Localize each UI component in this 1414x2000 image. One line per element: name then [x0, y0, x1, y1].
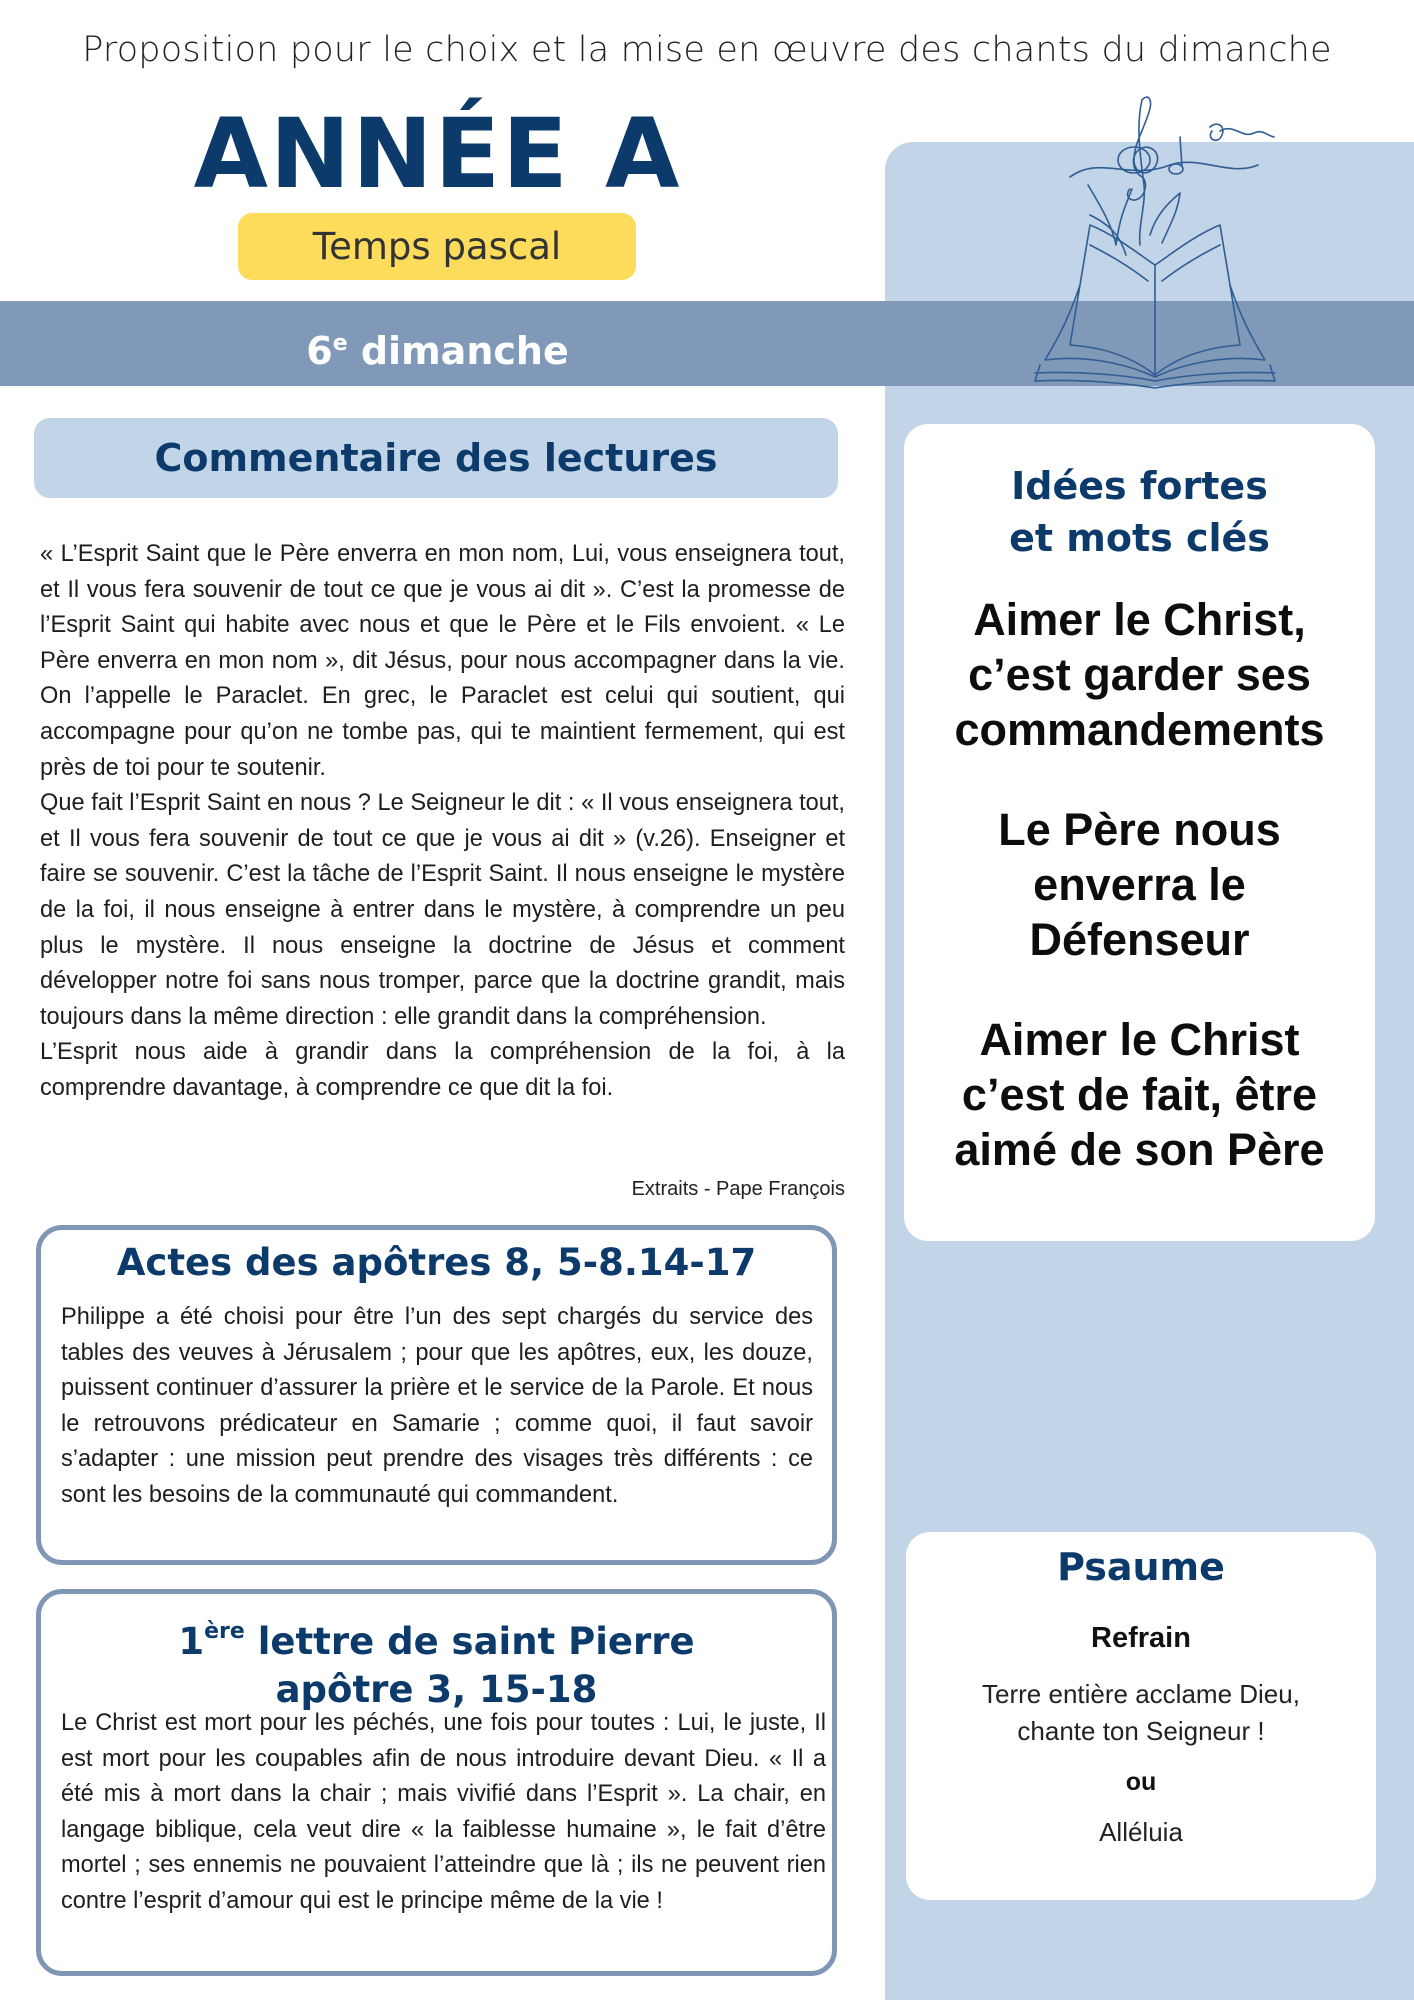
key-ideas-title-line1: Idées fortes [1011, 464, 1268, 508]
refrain-text [906, 1676, 1376, 1750]
season-badge: Temps pascal [238, 213, 636, 280]
commentary-body [40, 537, 845, 1107]
commentary-paragraph: L’Esprit nous aide à grandir dans la compréhension de la foi, à la comprendre davantage, à comprendre ce que dit la foi. [40, 1039, 845, 1101]
reading-2-title-number: 1 [178, 1620, 205, 1663]
reading-2-box [36, 1589, 837, 1976]
commentary-paragraph: « L’Esprit Saint que le Père enverra en mon nom, Lui, vous enseignera tout, et Il vous fera souvenir de tout ce que je vous ai dit ». C’est la promesse de l’Esprit Saint qui habite avec nous et que le Père et le Fils envoient. « Le Père enverra en mon nom », dit Jésus, pour nous accompagner dans la vie. On l’appelle le Paraclet. En grec, le Paraclet est celui qui soutient, qui accompagne pour qu’on ne tombe pas, qui te maintient fermement, qui est près de toi pour te soutenir. [40, 541, 845, 781]
reading-1-title: Actes des apôtres 8, 5-8.14-17 [116, 1241, 757, 1284]
key-idea [904, 1012, 1375, 1177]
commentary-paragraph: Que fait l’Esprit Saint en nous ? Le Seigneur le dit : « Il vous enseignera tout, et Il vous fera souvenir de tout ce que je vous ai dit » (v.26). Enseigner et faire se souvenir. C’est la tâche de l’Esprit Saint. Il nous enseigne le mystère de la foi, il nous enseigne à entrer dans le mystère, à comprendre un peu plus le mystère. Il nous enseigne la doctrine de Jésus et comment développer notre foi sans nous tromper, parce que la doctrine grandit, mais toujours dans la même direction : elle grandit dans la compréhension. [40, 790, 845, 1030]
key-idea-line: aimé de son Père [954, 1124, 1325, 1175]
key-ideas-card [904, 424, 1375, 1241]
refrain-label: Refrain [1091, 1622, 1191, 1654]
reading-2-title-suffix: ère [204, 1619, 245, 1644]
refrain-line: Terre entière acclame Dieu, [982, 1679, 1300, 1709]
reading-2-title [41, 1608, 832, 1714]
key-idea [904, 592, 1375, 757]
document-subtitle: Proposition pour le choix et la mise en œuvre des chants du dimanche [82, 30, 1332, 70]
key-ideas-title-line2: et mots clés [1009, 516, 1270, 560]
reading-1-text: Philippe a été choisi pour être l’un des sept chargés du service des tables des veuves à Jérusalem ; pour que les apôtres, eux, les douze, puissent continuer d’assurer la prière et le service de la Parole. Et nous le retrouvons prédicateur en Samarie ; comme quoi, il faut savoir s’adapter : une mission peut prendre des visages très différents : ce sont les besoins de la communauté qui commandent. [61, 1304, 813, 1508]
sunday-number: 6 [306, 329, 333, 373]
reading-2-title-line2: apôtre 3, 15-18 [275, 1668, 598, 1711]
sunday-title [0, 301, 875, 386]
key-idea [904, 802, 1375, 967]
music-book-icon [1030, 85, 1280, 390]
key-idea-line: commandements [954, 704, 1325, 755]
commentary-source: Extraits - Pape François [631, 1178, 845, 1200]
key-idea-line: enverra le [1033, 859, 1246, 910]
reading-1-box [36, 1225, 837, 1565]
sunday-label: dimanche [360, 329, 569, 373]
reading-2-title-rest: lettre de saint Pierre [244, 1620, 695, 1663]
year-title: ANNÉE A [193, 98, 682, 210]
psalm-alternative: Alléluia [1099, 1817, 1183, 1847]
key-idea-line: Aimer le Christ [979, 1014, 1300, 1065]
key-idea-line: Aimer le Christ, [973, 594, 1306, 645]
key-ideas-title [904, 460, 1375, 564]
key-idea-line: c’est garder ses [968, 649, 1311, 700]
key-idea-line: Le Père nous [998, 804, 1281, 855]
key-idea-line: Défenseur [1029, 914, 1250, 965]
sunday-suffix: e [332, 331, 348, 356]
key-idea-line: c’est de fait, être [961, 1069, 1318, 1120]
commentary-title: Commentaire des lectures [34, 418, 838, 498]
reading-2-text: Le Christ est mort pour les péchés, une fois pour toutes : Lui, le juste, Il est mort pour les coupables afin de nous introduire devant Dieu. « Il a été mis à mort dans la chair ; mais vivifié dans l’Esprit ». La chair, en langage biblique, cela veut dire « la faiblesse humaine », le fait d’être mortel ; ses ennemis ne pouvaient l’atteindre que là ; ils ne peuvent rien contre l’esprit d’amour qui est le principe même de la vie ! [61, 1710, 826, 1914]
psalm-or: ou [1125, 1768, 1157, 1796]
psalm-title: Psaume [1057, 1545, 1225, 1589]
refrain-line: chante ton Seigneur ! [1017, 1716, 1265, 1746]
psalm-card [906, 1532, 1376, 1900]
